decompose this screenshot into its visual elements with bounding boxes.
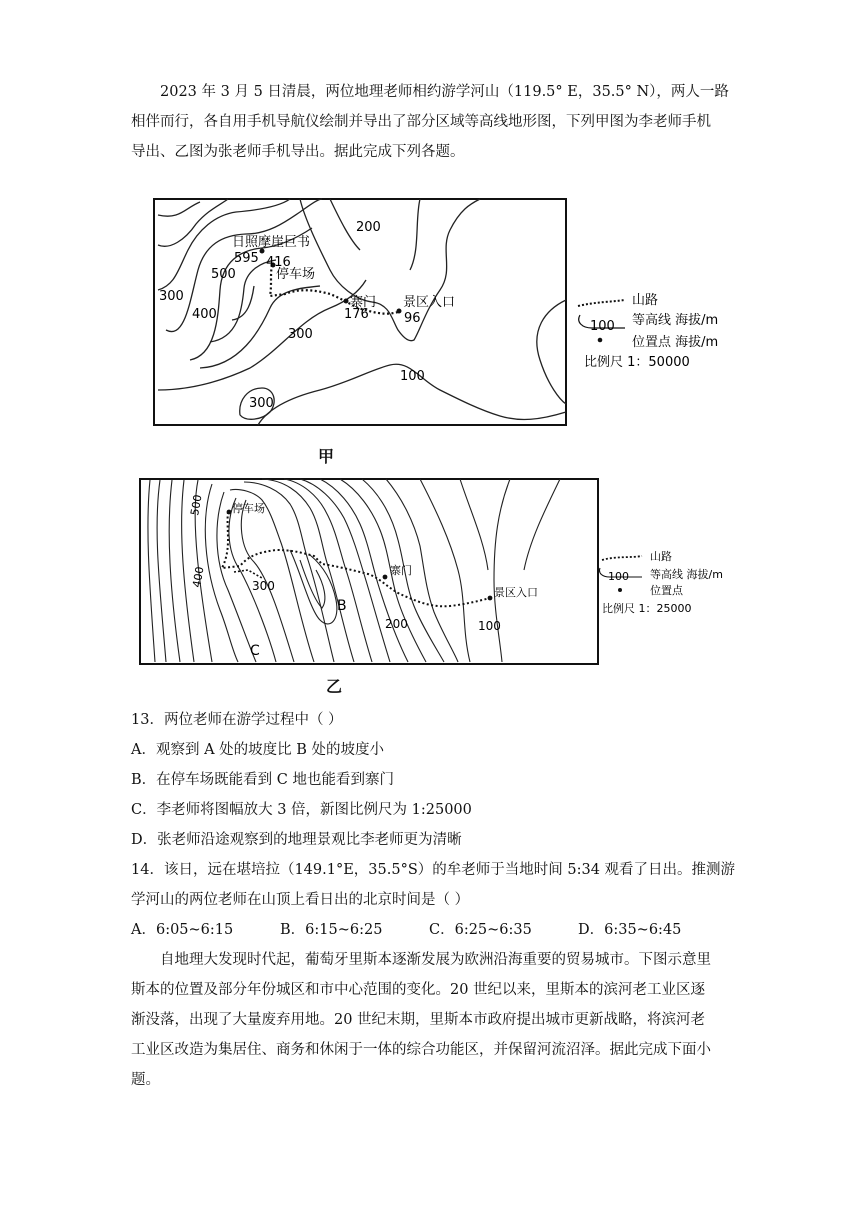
label-b: B bbox=[337, 598, 347, 614]
caption-jia: 甲 bbox=[318, 447, 335, 466]
contour-300-yi: 300 bbox=[252, 579, 275, 593]
q13-option-c[interactable]: C．李老师将图幅放大 3 倍，新图比例尺为 1:25000 bbox=[131, 802, 472, 818]
lisbon-line-3: 渐没落，出现了大量废弃用地。20 世纪末期，里斯本市政府提出城市更新战略，将滨河老 bbox=[131, 1012, 706, 1028]
legend-jia bbox=[578, 293, 718, 370]
q13-option-d[interactable]: D．张老师沿途观察到的地理景观比李老师更为清晰 bbox=[131, 832, 462, 848]
legend-point-yi: 位置点 bbox=[650, 584, 683, 597]
label-parking: 停车场 bbox=[276, 267, 316, 282]
q13-option-a[interactable]: A．观察到 A 处的坡度比 B 处的坡度小 bbox=[131, 742, 385, 758]
legend-contour-num: 100 bbox=[590, 319, 615, 334]
caption-yi: 乙 bbox=[326, 677, 343, 696]
lisbon-line-5: 题。 bbox=[131, 1072, 160, 1088]
contour-200-yi: 200 bbox=[385, 617, 408, 631]
q14-option-a[interactable]: A．6:05~6:15 bbox=[131, 922, 234, 938]
map-jia bbox=[0, 190, 860, 470]
q13-option-b[interactable]: B．在停车场既能看到 C 地也能看到寨门 bbox=[131, 772, 394, 788]
legend-scale: 比例尺 1：50000 bbox=[584, 355, 690, 370]
label-rizhao: 日照摩崖巨书 bbox=[232, 235, 311, 250]
contour-300b: 300 bbox=[288, 327, 313, 342]
legend-contour-yi: 等高线 海拔/m bbox=[650, 568, 723, 581]
q14-line-1: 14．该日，远在堪培拉（149.1°E，35.5°S）的牟老师于当地时间 5:34 观看了日出。推测游 bbox=[131, 862, 736, 878]
intro-line-3: 导出、乙图为张老师手机导出。据此完成下列各题。 bbox=[131, 144, 465, 160]
q13-stem: 13．两位老师在游学过程中（ ） bbox=[131, 712, 343, 728]
contour-100-yi: 100 bbox=[478, 619, 501, 633]
contour-400: 400 bbox=[192, 307, 217, 322]
legend-road-yi: 山路 bbox=[650, 550, 672, 563]
intro-line-1: 2023 年 3 月 5 日清晨，两位地理老师相约游学河山（119.5° E，35.5° N），两人一路 bbox=[160, 84, 729, 100]
legend-point: 位置点 海拔/m bbox=[632, 335, 719, 350]
contour-500-yi: 500 bbox=[188, 493, 205, 517]
label-elev416: 416 bbox=[266, 255, 291, 270]
contour-400-yi: 400 bbox=[190, 565, 207, 589]
q14-option-b[interactable]: B．6:15~6:25 bbox=[280, 922, 383, 938]
lisbon-line-1: 自地理大发现时代起，葡萄牙里斯本逐渐发展为欧洲沿海重要的贸易城市。下图示意里 bbox=[160, 952, 711, 968]
contour-500: 500 bbox=[211, 267, 236, 282]
label-elev96: 96 bbox=[404, 311, 421, 326]
label-gate-yi: 寨门 bbox=[390, 564, 412, 577]
legend-road: 山路 bbox=[632, 293, 659, 308]
label-c: C bbox=[250, 643, 260, 659]
legend-yi bbox=[599, 550, 722, 615]
label-entrance-yi: 景区入口 bbox=[494, 586, 538, 599]
label-entrance: 景区入口 bbox=[403, 295, 456, 310]
contour-300c: 300 bbox=[249, 396, 274, 411]
q14-option-c[interactable]: C．6:25~6:35 bbox=[429, 922, 532, 938]
q14-option-d[interactable]: D．6:35~6:45 bbox=[578, 922, 682, 938]
label-parking-yi: 停车场 bbox=[232, 502, 265, 515]
contour-300a: 300 bbox=[159, 289, 184, 304]
label-gate: 寨门 bbox=[350, 295, 377, 310]
legend-contour: 等高线 海拔/m bbox=[632, 313, 719, 328]
lisbon-line-4: 工业区改造为集居住、商务和休闲于一体的综合功能区，并保留河流沼泽。据此完成下面小 bbox=[131, 1042, 711, 1058]
label-elev595: 595 bbox=[234, 251, 259, 266]
legend-contour-num-yi: 100 bbox=[608, 570, 629, 583]
lisbon-line-2: 斯本的位置及部分年份城区和市中心范围的变化。20 世纪以来，里斯本的滨河老工业区逐 bbox=[131, 982, 706, 998]
label-elev176: 176 bbox=[344, 307, 369, 322]
legend-scale-yi: 比例尺 1：25000 bbox=[602, 602, 692, 615]
intro-line-2: 相伴而行，各自用手机导航仪绘制并导出了部分区域等高线地形图，下列甲图为李老师手机 bbox=[131, 114, 711, 130]
contour-100: 100 bbox=[400, 369, 425, 384]
q14-line-2: 学河山的两位老师在山顶上看日出的北京时间是（ ） bbox=[131, 892, 470, 908]
contour-200: 200 bbox=[356, 220, 381, 235]
map-yi bbox=[0, 470, 860, 680]
